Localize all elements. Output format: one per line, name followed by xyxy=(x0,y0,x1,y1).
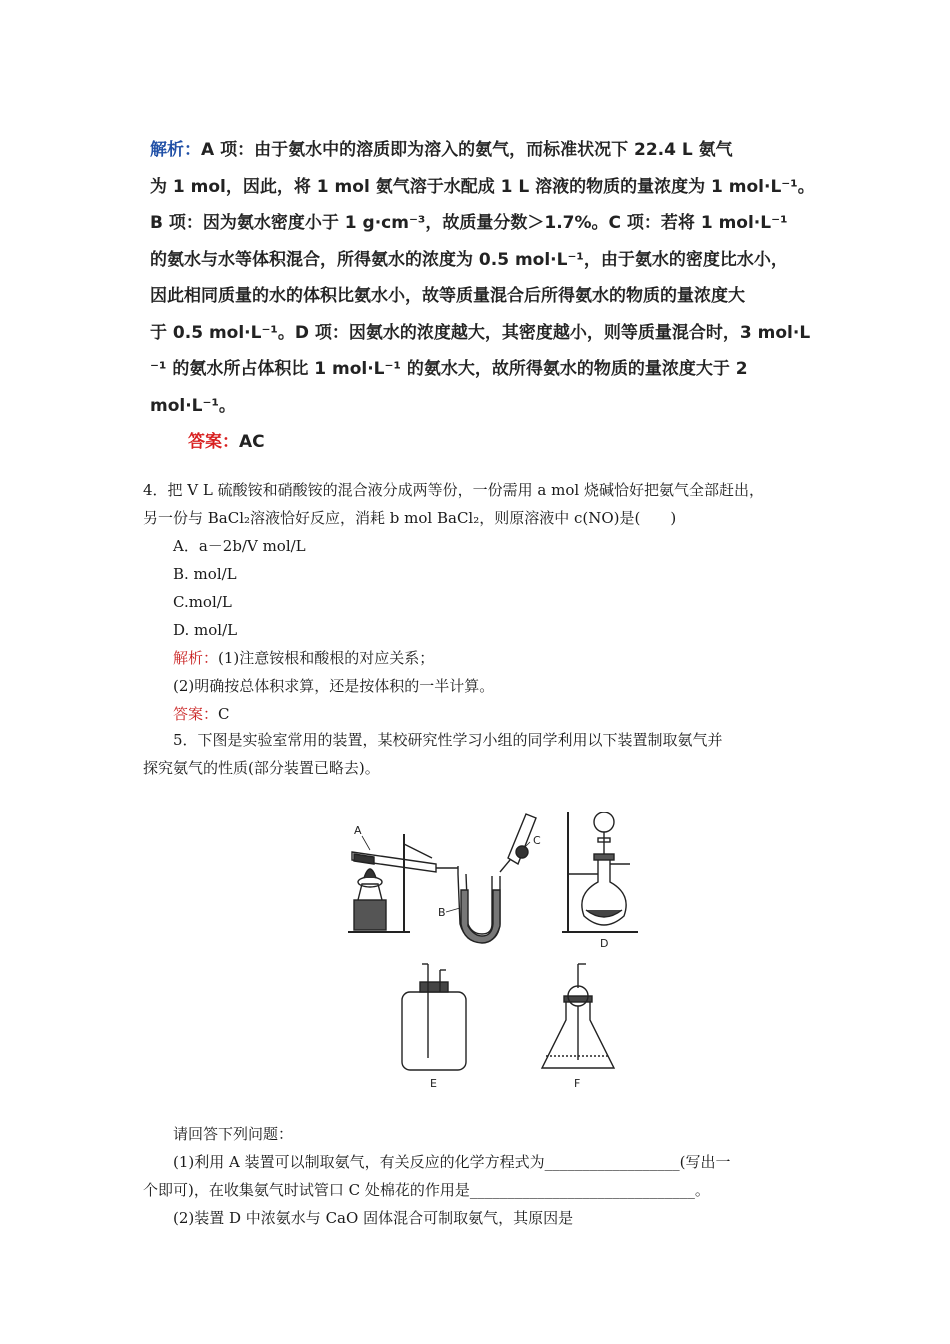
figure-label-d: D xyxy=(600,937,609,950)
apparatus-d xyxy=(562,812,638,932)
q5-sub2: (2)装置 D 中浓氨水与 CaO 固体混合可制取氨气，其原因是 xyxy=(173,1209,574,1227)
analysis-line-1: 解析：A 项：由于氨水中的溶质即为溶入的氨气，而标准状况下 22.4 L 氨气 xyxy=(150,140,733,160)
figure-label-f: F xyxy=(574,1077,581,1090)
analysis-line-5: 因此相同质量的水的体积比氨水小，故等质量混合后所得氨水的物质的量浓度大 xyxy=(150,286,745,306)
q4-stem-line-2: 另一份与 BaCl₂溶液恰好反应，消耗 b mol BaCl₂，则原溶液中 c(NO)是( ) xyxy=(143,509,677,527)
analysis-label: 解析： xyxy=(150,140,201,160)
analysis-line-3: B 项：因为氨水密度小于 1 g·cm⁻³，故质量分数＞1.7%。C 项：若将 1 mol·L⁻¹ xyxy=(150,213,788,233)
q4-analysis-line-2: (2)明确按总体积求算，还是按体积的一半计算。 xyxy=(173,677,495,695)
figure-label-e: E xyxy=(430,1077,437,1090)
answer-line-q3 xyxy=(150,424,820,461)
apparatus-e xyxy=(402,964,466,1070)
apparatus-a xyxy=(348,814,536,943)
apparatus-f xyxy=(542,964,614,1068)
q4-analysis-line-1: 解析：(1)注意铵根和酸根的对应关系； xyxy=(173,649,435,667)
q4-answer-label: 答案： xyxy=(173,705,219,723)
analysis-line-2: 为 1 mol，因此，将 1 mol 氨气溶于水配成 1 L 溶液的物质的量浓度为 1 mol·L⁻¹。 xyxy=(150,176,815,197)
q4-option-a: A．a－2b/V mol/L xyxy=(173,537,306,555)
figure-label-a: A xyxy=(354,824,362,837)
analysis-line-6: 于 0.5 mol·L⁻¹。D 项：因氨水的浓度越大，其密度越小，则等质量混合时，3 mol·L xyxy=(150,322,811,343)
q5-sub1-line-2: 个即可)，在收集氨气时试管口 C 处棉花的作用是______________________________。 xyxy=(143,1181,710,1199)
q4-analysis-label: 解析： xyxy=(173,649,219,667)
question-4 xyxy=(143,476,823,728)
analysis-line-7: ⁻¹ 的氨水所占体积比 1 mol·L⁻¹ 的氨水大，故所得氨水的物质的量浓度大于 2 xyxy=(150,359,748,379)
q5-stem-line-2: 探究氨气的性质(部分装置已略去)。 xyxy=(143,759,380,777)
question-5-intro xyxy=(143,726,823,782)
q4-answer: 答案：C xyxy=(173,705,230,723)
answer-value: AC xyxy=(239,432,265,452)
analysis-block-q3 xyxy=(150,132,820,461)
figure-label-b: B xyxy=(438,906,446,919)
q5-prompt: 请回答下列问题： xyxy=(173,1125,294,1143)
q5-stem-line-1: 5．下图是实验室常用的装置，某校研究性学习小组的同学利用以下装置制取氨气并 xyxy=(173,731,723,749)
question-5-parts xyxy=(143,1120,823,1232)
figure-label-c: C xyxy=(533,834,541,847)
q4-option-c: C.mol/L xyxy=(173,593,232,611)
q5-sub1-line-1: (1)利用 A 装置可以制取氨气，有关反应的化学方程式为__________________(写出一 xyxy=(173,1153,731,1171)
analysis-line-8: mol·L⁻¹。 xyxy=(150,395,236,416)
q4-option-b: B. mol/L xyxy=(173,565,237,583)
q4-option-d: D. mol/L xyxy=(173,621,238,639)
analysis-line-4: 的氨水与水等体积混合，所得氨水的浓度为 0.5 mol·L⁻¹，由于氨水的密度比水小， xyxy=(150,249,788,270)
answer-label: 答案： xyxy=(188,432,239,452)
apparatus-figure xyxy=(340,812,700,1102)
q4-stem-line-1: 4．把 V L 硫酸铵和硝酸铵的混合液分成两等份，一份需用 a mol 烧碱恰好把氨气全部赶出， xyxy=(143,481,764,499)
